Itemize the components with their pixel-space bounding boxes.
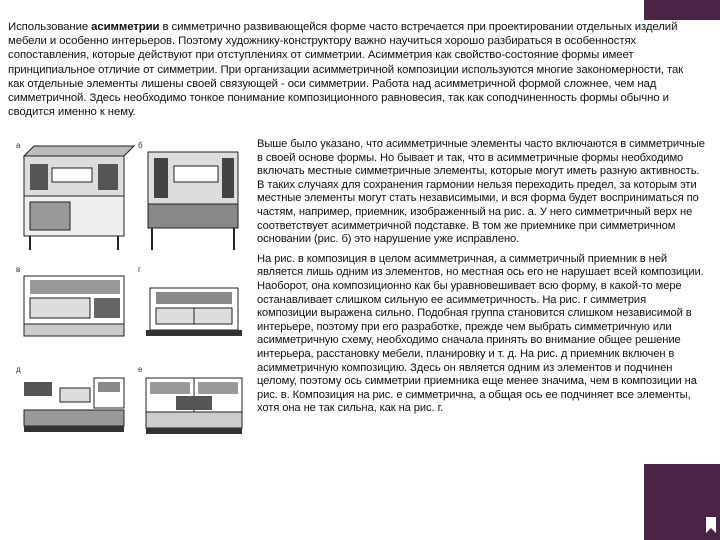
figure-d [138, 265, 242, 336]
figure-f [138, 365, 242, 434]
paragraph-1: Выше было указано, что асимметричные элементы часто включаются в симметричные в своей основе формы. Но бывает и так, что в асимметричные формы необходимо включать местные симметричные элементы, которые могут иметь разную активность. В таких случаях для сохранения гармонии нельзя переходить предел, за которым эти местные элементы могут стать независимыми, и вся форма будет восприниматься по частям, например, приемник, изображенный на рис. а. У него симметричный верх не соответствует асимметричной подставке. В том же приемнике при симметричном основании (рис. б) это нарушение уже исправлено. [257, 138, 705, 246]
figure-c [16, 265, 124, 336]
bookmark-icon [704, 516, 718, 534]
intro-rest: в симметрично развивающейся форме часто встречается при проектировании отдельных изделий мебели и особенно интерьеров. Поэтому художнику-конструктору важно научиться хорошо разбираться в особенностях сопоставления, которые действуют при отступлениях от симметрии. Асимметрия как свойство-состояние формы имеет принципиальное отличие от симметрии. При организации асимметричной композиции используются многие закономерности, так как отдельные элементы лишены своей связующей - оси симметрии. Работа над асимметричной формой сложнее, чем над симметричной. Здесь необходимо тонкое понимание композиционного равновесия, так как соподчиненность формы обычно и сводится именно к нему. [8, 21, 684, 119]
figure-label-e: д [16, 365, 21, 374]
figure-label-a: а [16, 141, 21, 150]
furniture-figures [16, 138, 246, 454]
figure-label-b: б [138, 141, 143, 150]
corner-accent-top [644, 0, 720, 20]
figure-b [138, 141, 238, 250]
intro-term: асимметрии [91, 21, 160, 33]
figure-a [16, 141, 134, 250]
figure-e [16, 365, 124, 432]
figure-label-c: в [16, 265, 21, 274]
text-column [257, 138, 705, 422]
intro-lead: Использование [8, 21, 92, 33]
intro-paragraph [8, 20, 700, 119]
figure-label-d: г [138, 265, 141, 274]
paragraph-2: На рис. в композиция в целом асимметричная, а симметричный приемник в ней является лишь одним из элементов, но местная ось его не нарушает всей композиции. Наоборот, она композиционно как бы уравновешивает всю форму, в какой-то мере останавливает слишком сильную ее асимметричность. На рис. г симметрия композиции выражена сильно. Подобная группа становится слишком независимой в интерьере, поэтому при его разработке, прежде чем выбрать симметричную или асимметричную схему, необходимо сначала принять во внимание общее решение интерьера, расстановку мебели, планировку и т. д. На рис. д приемник включен в асимметричную композицию. Здесь он является одним из элементов и подчинен целому, поэтому ось симметрии приемника еще менее значима, чем в композиции на рис. в. Композиция на рис. е симметрична, а общая ось ее подчиняет все элементы, хотя она не так сильна, как на рис. г. [257, 252, 704, 415]
figure-label-f: е [138, 365, 143, 374]
